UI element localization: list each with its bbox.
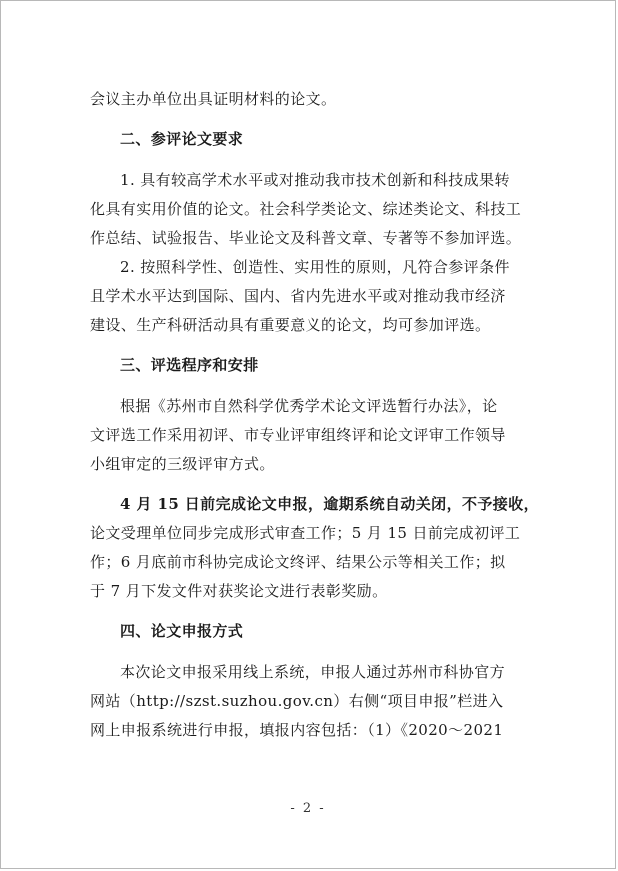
section-heading-requirements: 二、参评论文要求 bbox=[120, 130, 244, 148]
text-line: 文评选工作采用初评、市专业评审组终评和论文评审工作领导 bbox=[90, 426, 506, 444]
text-line: 本次论文申报采用线上系统，申报人通过苏州市科协官方 bbox=[120, 663, 506, 681]
deadline-bold-line: 4 月 15 日前完成论文申报，逾期系统自动关闭，不予接收， bbox=[120, 495, 539, 513]
text-line: 2. 按照科学性、创造性、实用性的原则，凡符合参评条件 bbox=[120, 258, 510, 276]
paragraph-requirement-2 bbox=[90, 253, 536, 340]
paragraph-submission-1 bbox=[90, 658, 536, 745]
text-line: 根据《苏州市自然科学优秀学术论文评选暂行办法》，论 bbox=[120, 397, 498, 415]
text-line: 论文受理单位同步完成形式审查工作；5 月 15 日前完成初评工 bbox=[90, 524, 521, 542]
text-line: 化具有实用价值的论文。社会科学类论文、综述类论文、科技工 bbox=[90, 200, 522, 218]
paragraph-procedure-1 bbox=[90, 392, 536, 479]
text-line: 且学术水平达到国际、国内、省内先进水平或对推动我市经济 bbox=[90, 287, 506, 305]
section-heading-procedure: 三、评选程序和安排 bbox=[120, 356, 259, 374]
text-line: 作总结、试验报告、毕业论文及科普文章、专著等不参加评选。 bbox=[90, 229, 522, 247]
text-line: 网上申报系统进行申报，填报内容包括：（1）《2020～2021 bbox=[90, 721, 504, 739]
text-line: 于 7 月下发文件对获奖论文进行表彰奖励。 bbox=[90, 582, 388, 600]
text-line: 作；6 月底前市科协完成论文终评、结果公示等相关工作；拟 bbox=[90, 553, 506, 571]
paragraph-requirement-1 bbox=[90, 166, 536, 253]
intro-paragraph bbox=[90, 85, 536, 114]
page-number: - 2 - bbox=[290, 801, 326, 816]
paragraph-procedure-2 bbox=[90, 490, 539, 606]
text-line: 小组审定的三级评审方式。 bbox=[90, 455, 275, 473]
text-line: 网站（http://szst.suzhou.gov.cn）右侧“项目申报”栏进入 bbox=[90, 692, 504, 710]
text-line: 会议主办单位出具证明材料的论文。 bbox=[90, 90, 337, 108]
document-body bbox=[90, 85, 539, 745]
section-heading-submission: 四、论文申报方式 bbox=[120, 622, 244, 640]
text-line: 建设、生产科研活动具有重要意义的论文，均可参加评选。 bbox=[90, 316, 491, 334]
text-line: 1. 具有较高学术水平或对推动我市技术创新和科技成果转 bbox=[120, 171, 510, 189]
